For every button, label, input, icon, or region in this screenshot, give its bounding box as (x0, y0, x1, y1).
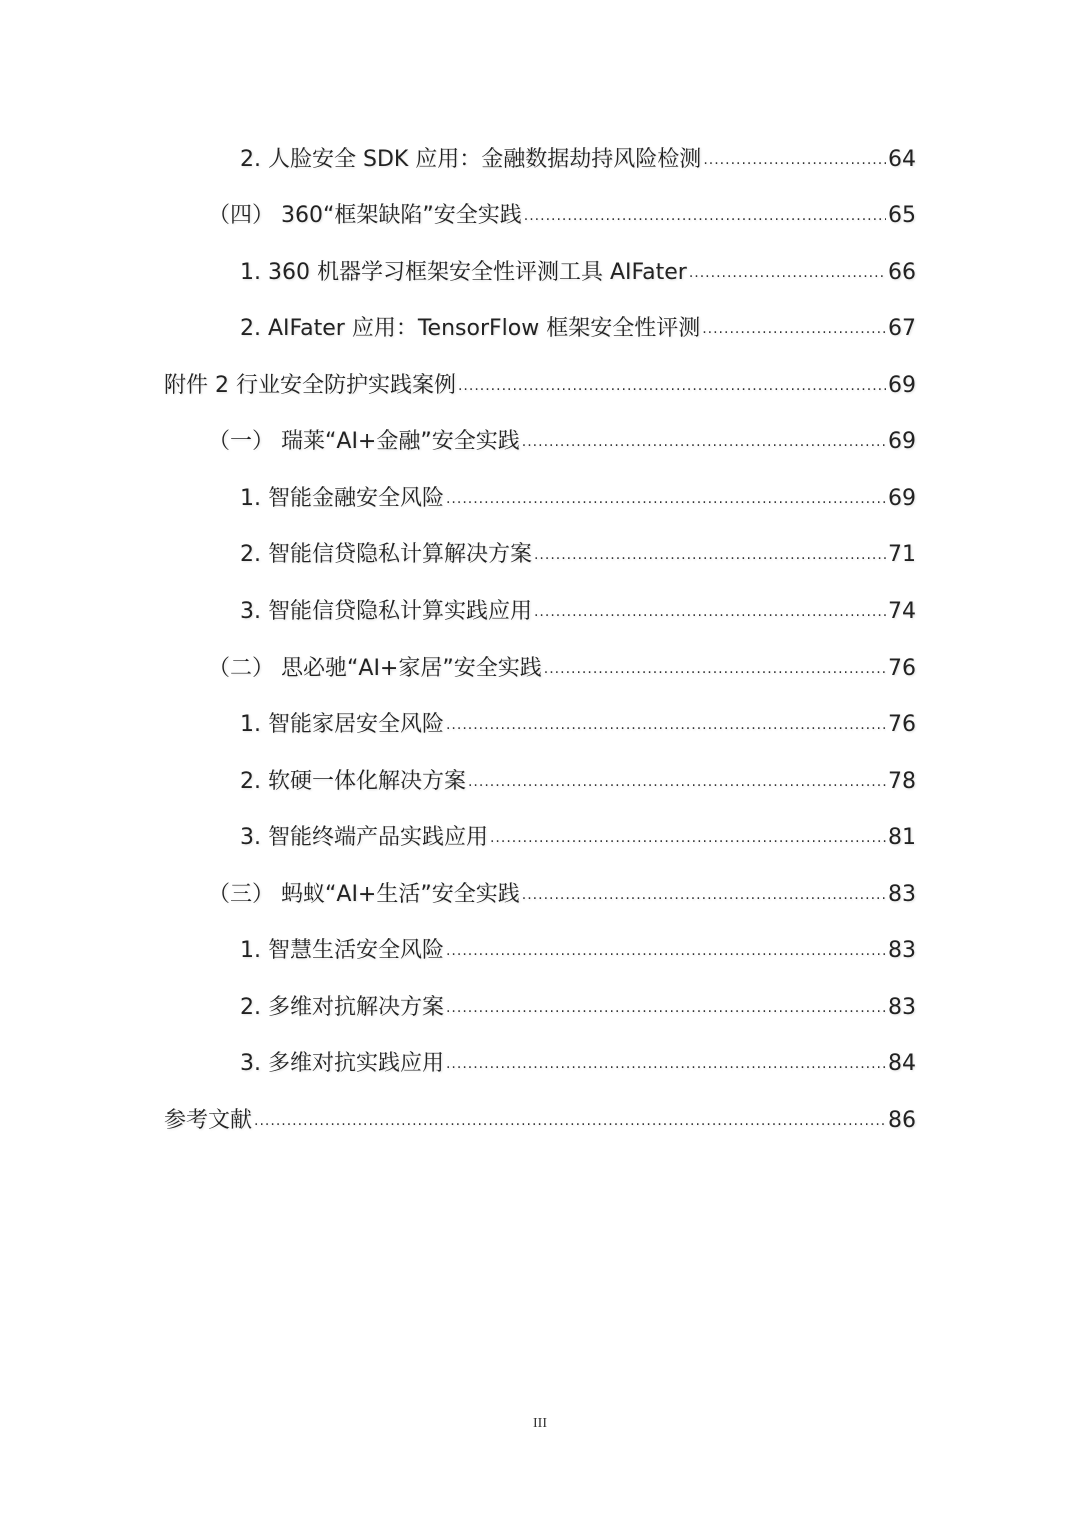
toc-entry[interactable] (208, 875, 916, 915)
toc-entry[interactable] (240, 140, 916, 180)
toc-entry-title: 3. 多维对抗实践应用 (240, 1051, 444, 1076)
toc-entry-page: 76 (888, 656, 916, 681)
toc-leader-dots (468, 762, 886, 802)
toc-entry[interactable] (208, 422, 916, 462)
toc-leader-dots (446, 705, 886, 745)
toc-entry-page: 78 (888, 769, 916, 794)
toc-entry-title: （四） 360“框架缺陷”安全实践 (208, 203, 522, 228)
toc-entry[interactable] (240, 253, 916, 293)
toc-entry-title: 3. 智能终端产品实践应用 (240, 825, 488, 850)
toc-leader-dots (446, 931, 886, 971)
toc-entry-page: 71 (888, 542, 916, 567)
toc-leader-dots (446, 479, 886, 519)
toc-leader-dots (702, 309, 886, 349)
toc-entry-page: 86 (888, 1108, 916, 1133)
toc-entry[interactable] (240, 818, 916, 858)
toc-leader-dots (458, 366, 886, 406)
toc-entry-title: 2. 智能信贷隐私计算解决方案 (240, 542, 532, 567)
toc-leader-dots (689, 253, 886, 293)
toc-entry-title: 附件 2 行业安全防护实践案例 (164, 373, 456, 398)
toc-entry[interactable] (240, 762, 916, 802)
toc-entry-title: 1. 360 机器学习框架安全性评测工具 AIFater (240, 260, 687, 285)
toc-leader-dots (534, 592, 886, 632)
toc-entry-page: 67 (888, 316, 916, 341)
toc-entry-page: 74 (888, 599, 916, 624)
toc-entry-page: 64 (888, 147, 916, 172)
toc-entry-title: 参考文献 (164, 1108, 253, 1133)
toc-entry-page: 84 (888, 1051, 916, 1076)
toc-leader-dots (703, 140, 886, 180)
toc-entry[interactable] (240, 309, 916, 349)
toc-leader-dots (534, 535, 886, 575)
toc-entry-page: 83 (888, 995, 916, 1020)
toc-entry[interactable] (164, 1101, 916, 1141)
toc-entry[interactable] (240, 535, 916, 575)
toc-entry[interactable] (208, 649, 916, 689)
toc-entry[interactable] (240, 479, 916, 519)
toc-leader-dots (522, 875, 886, 915)
toc-entry-title: 1. 智能金融安全风险 (240, 486, 444, 511)
toc-entry-title: 2. 软硬一体化解决方案 (240, 769, 466, 794)
toc-leader-dots (544, 649, 886, 689)
toc-leader-dots (524, 196, 886, 236)
toc-entry-page: 81 (888, 825, 916, 850)
toc-entry-page: 69 (888, 429, 916, 454)
toc-leader-dots (522, 422, 886, 462)
toc-entry-title: 1. 智慧生活安全风险 (240, 938, 444, 963)
page-number: III (533, 1416, 547, 1431)
toc-leader-dots (490, 818, 886, 858)
toc-entry-page: 69 (888, 373, 916, 398)
toc-entry-title: 1. 智能家居安全风险 (240, 712, 444, 737)
toc-entry-page: 65 (888, 203, 916, 228)
toc-entry[interactable] (240, 705, 916, 745)
toc-entry-page: 83 (888, 938, 916, 963)
toc-entry-title: （二） 思必驰“AI+家居”安全实践 (208, 656, 542, 681)
toc-entry[interactable] (240, 931, 916, 971)
toc-leader-dots (446, 1044, 886, 1084)
toc-leader-dots (446, 988, 886, 1028)
toc-entry[interactable] (240, 988, 916, 1028)
toc-entry-page: 66 (888, 260, 916, 285)
toc-entry-page: 83 (888, 882, 916, 907)
toc-entry-page: 76 (888, 712, 916, 737)
toc-entry-title: （三） 蚂蚁“AI+生活”安全实践 (208, 882, 520, 907)
toc-leader-dots (254, 1101, 886, 1141)
toc-entry[interactable] (208, 196, 916, 236)
toc-entry-title: 2. AIFater 应用：TensorFlow 框架安全性评测 (240, 316, 701, 341)
toc-entry[interactable] (164, 366, 916, 406)
toc-entry[interactable] (240, 1044, 916, 1084)
toc-entry-title: 2. 人脸安全 SDK 应用：金融数据劫持风险检测 (240, 147, 702, 172)
toc-entry[interactable] (240, 592, 916, 632)
toc-entry-title: （一） 瑞莱“AI+金融”安全实践 (208, 429, 520, 454)
toc-entry-title: 2. 多维对抗解决方案 (240, 995, 444, 1020)
toc-entry-title: 3. 智能信贷隐私计算实践应用 (240, 599, 532, 624)
toc-entry-page: 69 (888, 486, 916, 511)
